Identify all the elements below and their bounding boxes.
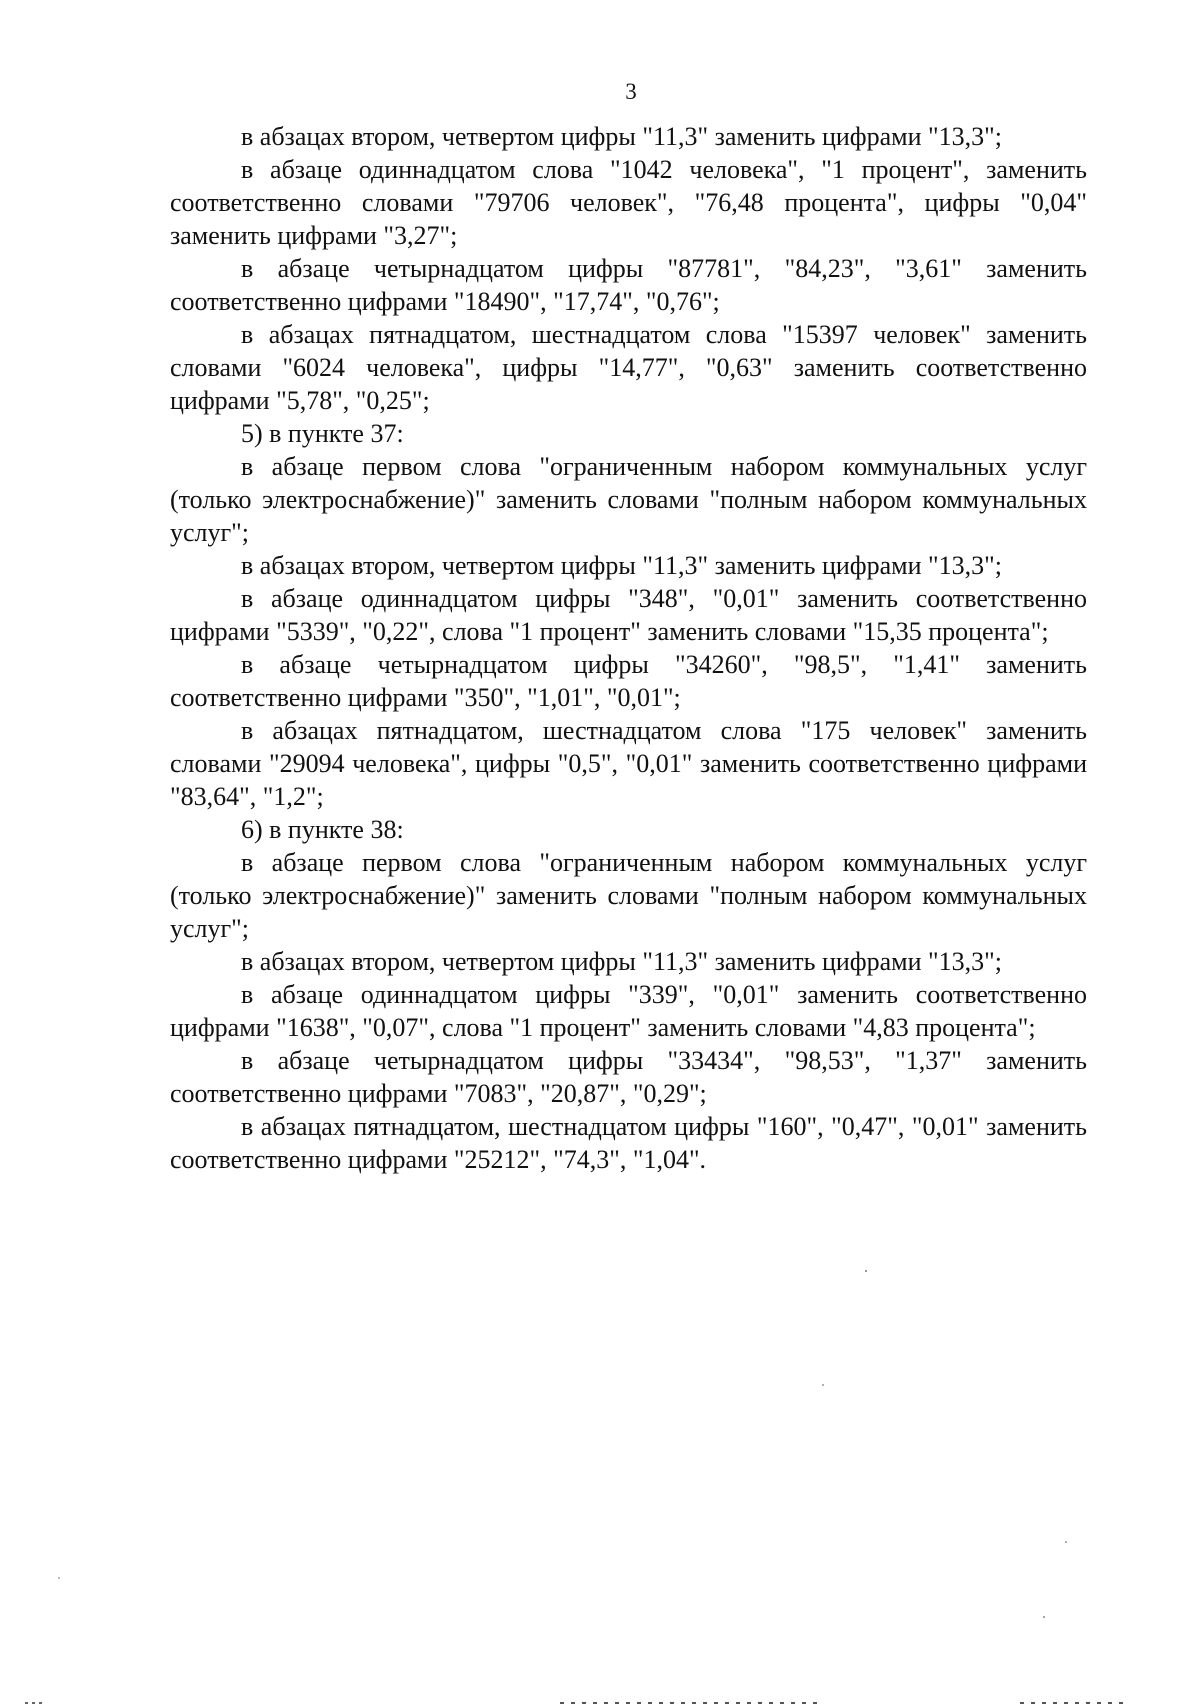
paragraph-3: в абзаце четырнадцатом цифры "87781", "84,23", "3,61" заменить соответственно цифрами "18490", "17,74", "0,76"; xyxy=(170,254,1087,316)
paragraph-12: в абзаце первом слова "ограниченным набором коммунальных услуг (только электроснабжение)" заменить словами "полным набором коммунальных услуг"; xyxy=(170,848,1087,943)
paragraph-10: в абзацах пятнадцатом, шестнадцатом слова "175 человек" заменить словами "29094 человека", цифры "0,5", "0,01" заменить соответственно цифрами "83,64", "1,2"; xyxy=(170,716,1087,811)
document-body xyxy=(170,120,1087,1176)
paragraph-7: в абзацах втором, четвертом цифры "11,3" заменить цифрами "13,3"; xyxy=(241,551,1002,580)
paragraph-9: в абзаце четырнадцатом цифры "34260", "98,5", "1,41" заменить соответственно цифрами "350", "1,01", "0,01"; xyxy=(170,650,1087,712)
page-number: 3 xyxy=(625,79,637,104)
list-item-heading-6: 6) в пункте 38: xyxy=(241,815,404,844)
paragraph-16: в абзацах пятнадцатом, шестнадцатом цифры "160", "0,47", "0,01" заменить соответственно цифрами "25212", "74,3", "1,04". xyxy=(170,1112,1087,1174)
paragraph-2: в абзаце одиннадцатом слова "1042 человека", "1 процент", заменить соответственно словами "79706 человек", "76,48 процента", цифры "0,04" заменить цифрами "3,27"; xyxy=(170,155,1087,250)
paragraph-15: в абзаце четырнадцатом цифры "33434", "98,53", "1,37" заменить соответственно цифрами "7083", "20,87", "0,29"; xyxy=(170,1046,1087,1108)
paragraph-6: в абзаце первом слова "ограниченным набором коммунальных услуг (только электроснабжение)" заменить словами "полным набором коммунальных услуг"; xyxy=(170,452,1087,547)
paragraph-8: в абзаце одиннадцатом цифры "348", "0,01" заменить соответственно цифрами "5339", "0,22", слова "1 процент" заменить словами "15,35 процента"; xyxy=(170,584,1087,646)
list-item-heading-5: 5) в пункте 37: xyxy=(241,419,404,448)
paragraph-14: в абзаце одиннадцатом цифры "339", "0,01" заменить соответственно цифрами "1638", "0,07", слова "1 процент" заменить словами "4,83 процента"; xyxy=(170,980,1087,1042)
paragraph-1: в абзацах втором, четвертом цифры "11,3" заменить цифрами "13,3"; xyxy=(241,122,1002,151)
paragraph-13: в абзацах втором, четвертом цифры "11,3" заменить цифрами "13,3"; xyxy=(241,947,1002,976)
paragraph-4: в абзацах пятнадцатом, шестнадцатом слова "15397 человек" заменить словами "6024 человека", цифры "14,77", "0,63" заменить соответственно цифрами "5,78", "0,25"; xyxy=(170,320,1087,415)
